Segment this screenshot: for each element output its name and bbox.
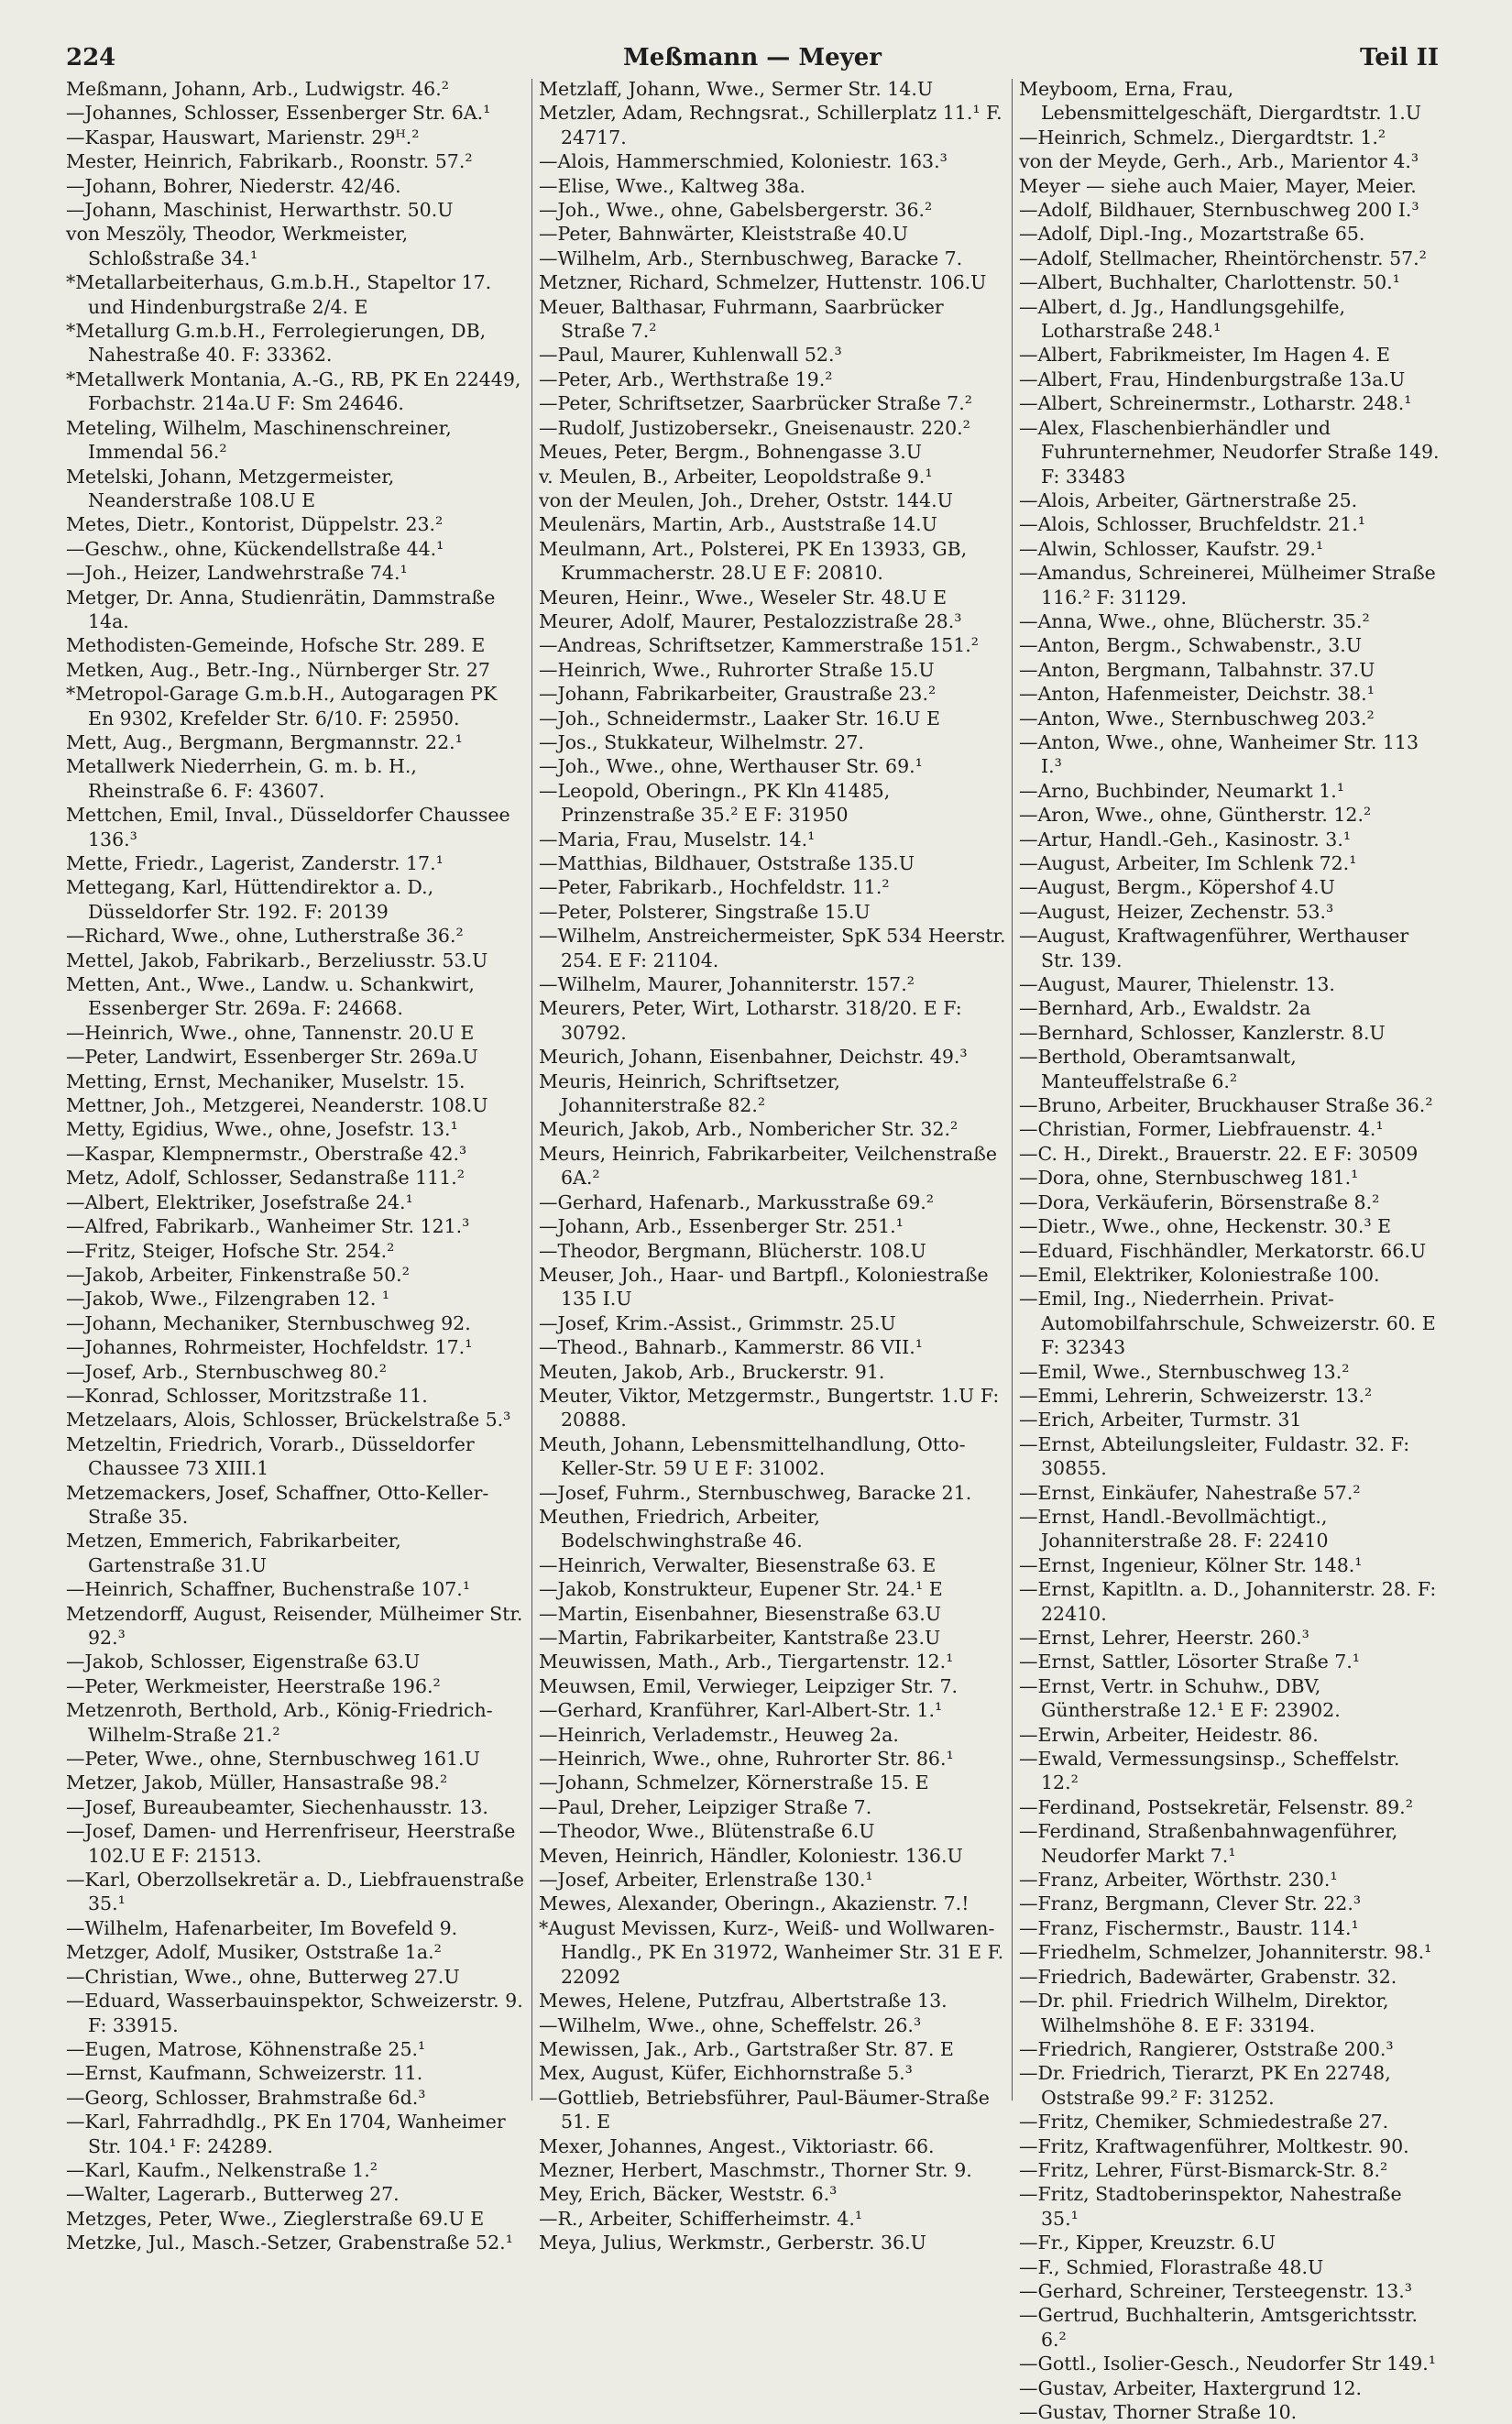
directory-entry: —Alfred, Fabrikarb., Wanheimer Str. 121.³ [66,1215,470,1238]
directory-entry: —Heinrich, Wwe., ohne, Ruhrorter Str. 86.¹ [539,1748,954,1771]
directory-entry: *Metallwerk Montania, A.-G., RB, PK En 22449, Forbachstr. 214a.U F: Sm 24646. [66,367,521,415]
directory-entry: —Franz, Bergmann, Clever Str. 22.³ [1019,1892,1362,1915]
directory-entry: —Konrad, Schlosser, Moritzstraße 11. [66,1384,428,1407]
directory-entry: —Ernst, Abteilungsleiter, Fuldastr. 32. F: 30855. [1019,1432,1410,1480]
directory-entry: Meuten, Jakob, Arb., Bruckerstr. 91. [539,1360,885,1383]
directory-entry: Metelski, Johann, Metzgermeister, Neanderstraße 108.U E [66,465,395,511]
directory-entry: —Anton, Wwe., ohne, Wanheimer Str. 113 I.³ [1019,730,1419,778]
directory-entry: —Wilhelm, Hafenarbeiter, Im Bovefeld 9. [66,1916,458,1939]
directory-entry: —Theodor, Bergmann, Blücherstr. 108.U [539,1239,926,1262]
directory-entry: Mexer, Johannes, Angest., Viktoriastr. 66. [539,2134,935,2157]
directory-entry: Meurich, Jakob, Arb., Nombericher Str. 32.² [539,1118,959,1141]
directory-entry: Mewissen, Jak., Arb., Gartstraßer Str. 87. E [539,2037,954,2060]
directory-entry: —Johann, Fabrikarbeiter, Graustraße 23.² [539,683,937,706]
directory-entry: —Ernst, Handl.-Bevollmächtigt., Johanniterstraße 28. F: 22410 [1019,1505,1329,1552]
directory-entry: —Georg, Schlosser, Brahmstraße 6d.³ [66,2086,426,2109]
directory-entry: Metting, Ernst, Mechaniker, Muselstr. 15. [66,1069,466,1092]
directory-entry: Meulenärs, Martin, Arb., Auststraße 14.U [539,513,937,536]
directory-entry: —Aron, Wwe., ohne, Güntherstr. 12.² [1019,804,1372,827]
directory-entry: —Christian, Wwe., ohne, Butterweg 27.U [66,1965,460,1988]
directory-entry: —Albert, Schreinermstr., Lotharstr. 248.¹ [1019,392,1412,415]
directory-entry: —Theod., Bahnarb., Kammerstr. 86 VII.¹ [539,1336,923,1359]
directory-entry: —Heinrich, Wwe., ohne, Tannenstr. 20.U E [66,1021,475,1044]
directory-entry: —Josef, Fuhrm., Sternbuschweg, Baracke 21. [539,1481,972,1504]
directory-entry: —Martin, Eisenbahner, Biesenstraße 63.U [539,1602,941,1625]
directory-entry: Metz, Adolf, Schlosser, Sedanstraße 111.² [66,1167,465,1190]
directory-entry: Metzer, Jakob, Müller, Hansastraße 98.² [66,1771,448,1794]
directory-entry: —Dora, ohne, Sternbuschweg 181.¹ [1019,1167,1359,1190]
directory-entry: Meßmann, Johann, Arb., Ludwigstr. 46.² [66,78,449,100]
directory-entry: —Matthias, Bildhauer, Oststraße 135.U [539,852,915,874]
directory-entry: —Bernhard, Schlosser, Kanzlerstr. 8.U [1019,1021,1386,1044]
directory-entry: Mex, August, Küfer, Eichhornstraße 5.³ [539,2062,913,2085]
directory-entry: —Erich, Arbeiter, Turmstr. 31 [1019,1409,1302,1431]
directory-entry: —Adolf, Dipl.-Ing., Mozartstraße 65. [1019,223,1365,246]
directory-entry: Metzke, Jul., Masch.-Setzer, Grabenstraße 52.¹ [66,2232,513,2254]
page-header [66,37,1439,77]
directory-entry: von Meszöly, Theodor, Werkmeister, Schloßstraße 34.¹ [66,223,409,269]
directory-entry: —Johannes, Schlosser, Essenberger Str. 6A.¹ [66,102,491,125]
directory-entry: —Kaspar, Klempnermstr., Oberstraße 42.³ [66,1142,467,1165]
directory-entry: —Alois, Hammerschmied, Koloniestr. 163.³ [539,150,948,173]
directory-entry: —Joh., Wwe., ohne, Werthauser Str. 69.¹ [539,755,923,778]
directory-entry: —Gertrud, Buchhalterin, Amtsgerichtsstr. 6.² [1019,2304,1418,2351]
directory-entry: —Albert, Frau, Hindenburgstraße 13a.U [1019,367,1406,390]
directory-entry: —Dietr., Wwe., ohne, Heckenstr. 30.³ E [1019,1215,1392,1238]
directory-entry: —Eduard, Fischhändler, Merkatorstr. 66.U [1019,1239,1427,1262]
directory-entry: Mester, Heinrich, Fabrikarb., Roonstr. 57.² [66,150,473,173]
directory-entry: Metzenroth, Berthold, Arb., König-Friedrich-Wilhelm-Straße 21.² [66,1699,493,1746]
directory-entry: —Ernst, Lehrer, Heerstr. 260.³ [1019,1627,1309,1649]
directory-entry: —Josef, Damen- und Herrenfriseur, Heerstraße 102.U E F: 21513. [66,1820,516,1867]
directory-entry: —Franz, Arbeiter, Wörthstr. 230.¹ [1019,1869,1338,1892]
directory-entry: —Jakob, Wwe., Filzengraben 12. ¹ [66,1288,390,1311]
page-number: 224 [66,44,116,71]
directory-entry: Mewes, Alexander, Oberingn., Akazienstr. 7.! [539,1892,970,1915]
directory-entry: Metzen, Emmerich, Fabrikarbeiter, Gartenstraße 31.U [66,1530,401,1576]
directory-entry: Meuser, Joh., Haar- und Bartpfl., Koloniestraße 135 I.U [539,1263,989,1311]
directory-entry: —Albert, Fabrikmeister, Im Hagen 4. E [1019,344,1390,367]
directory-entry: —Karl, Oberzollsekretär a. D., Liebfrauenstraße 35.¹ [66,1869,525,1915]
directory-entry: —Alois, Schlosser, Bruchfeldstr. 21.¹ [1019,513,1365,536]
directory-entry: Mettegang, Karl, Hüttendirektor a. D., Düsseldorfer Str. 192. F: 20139 [66,876,434,923]
directory-entry: —Peter, Wwe., ohne, Sternbuschweg 161.U [66,1748,480,1771]
directory-entry: —Wilhelm, Arb., Sternbuschweg, Baracke 7. [539,247,963,269]
directory-entry: —Elise, Wwe., Kaltweg 38a. [539,174,806,197]
directory-entry: —Josef, Bureaubeamter, Siechenhausstr. 13. [66,1795,488,1818]
directory-entry: —Friedrich, Badewärter, Grabenstr. 32. [1019,1965,1397,1988]
directory-entry: —Ernst, Einkäufer, Nahestraße 57.² [1019,1481,1361,1504]
directory-entry: —Walter, Lagerarb., Butterweg 27. [66,2183,400,2206]
directory-entry: —Richard, Wwe., ohne, Lutherstraße 36.² [66,925,464,948]
directory-entry: —Martin, Fabrikarbeiter, Kantstraße 23.U [539,1627,941,1649]
directory-entry: *August Mevissen, Kurz-, Weiß- und Wollwaren-Handlg., PK En 31972, Wanheimer Str. 31 E F. 22092 [539,1916,1004,1988]
directory-entry: —Emil, Elektriker, Koloniestraße 100. [1019,1263,1380,1286]
directory-entry: —Berthold, Oberamtsanwalt, Manteuffelstraße 6.² [1019,1046,1297,1092]
directory-entry: —Gustav, Arbeiter, Haxtergrund 12. [1019,2376,1363,2399]
directory-entry: Metzlaff, Johann, Wwe., Sermer Str. 14.U [539,78,934,100]
directory-entry: —Emil, Ing., Niederrhein. Privat-Automobilfahrschule, Schweizerstr. 60. E F: 32343 [1019,1288,1436,1359]
directory-entry: —Heinrich, Verlademstr., Heuweg 2a. [539,1723,899,1746]
directory-entry: —Alwin, Schlosser, Kaufstr. 29.¹ [1019,537,1324,560]
directory-entry: —August, Arbeiter, Im Schlenk 72.¹ [1019,852,1357,874]
column-right [1019,77,1442,2423]
directory-entry: —Paul, Dreher, Leipziger Straße 7. [539,1795,872,1818]
column-middle [539,77,1006,2254]
directory-entry: —Geschw., ohne, Kückendellstraße 44.¹ [66,537,444,560]
column-divider [531,79,532,2100]
directory-entry: —Anton, Bergmann, Talbahnstr. 37.U [1019,658,1375,681]
directory-entry: Meven, Heinrich, Händler, Koloniestr. 136.U [539,1844,963,1867]
directory-entry: Meurs, Heinrich, Fabrikarbeiter, Veilchenstraße 6A.² [539,1142,998,1190]
directory-entry: —Fr., Kipper, Kreuzstr. 6.U [1019,2232,1276,2254]
directory-entry: Meues, Peter, Bergm., Bohnengasse 3.U [539,441,923,464]
directory-entry: —Gustav, Thorner Straße 10. [1019,2401,1298,2423]
directory-entry: Mettchen, Emil, Inval., Düsseldorfer Chaussee 136.³ [66,804,510,850]
directory-entry: *Metallurg G.m.b.H., Ferrolegierungen, DB, Nahestraße 40. F: 33362. [66,320,487,367]
directory-entry: Metzler, Adam, Rechngsrat., Schillerplatz 11.¹ F. 24717. [539,102,1003,148]
directory-entry: —Bernhard, Arb., Ewaldstr. 2a [1019,997,1311,1020]
directory-entry: —Johann, Schmelzer, Körnerstraße 15. E [539,1771,929,1794]
directory-entry: —Friedrich, Rangierer, Oststraße 200.³ [1019,2037,1394,2060]
directory-entry: von der Meyde, Gerh., Arb., Marientor 4.³ [1019,150,1419,173]
directory-entry: —Heinrich, Verwalter, Biesenstraße 63. E [539,1553,937,1576]
directory-entry: Meya, Julius, Werkmstr., Gerberstr. 36.U [539,2232,926,2254]
directory-entry: —Eugen, Matrose, Köhnenstraße 25.¹ [66,2037,426,2060]
directory-entry: —Joh., Wwe., ohne, Gabelsbergerstr. 36.² [539,199,933,222]
directory-entry: —Gottlieb, Betriebsführer, Paul-Bäumer-Straße 51. E [539,2086,990,2133]
directory-entry: Metten, Ant., Wwe., Landw. u. Schankwirt, Essenberger Str. 269a. F: 24668. [66,973,475,1020]
directory-entry: —Bruno, Arbeiter, Bruckhauser Straße 36.² [1019,1094,1433,1117]
directory-entry: —Joh., Schneidermstr., Laaker Str. 16.U E [539,707,940,729]
directory-entry: —Eduard, Wasserbauinspektor, Schweizerstr. 9. F: 33915. [66,1990,523,2036]
directory-entry: Meuter, Viktor, Metzgermstr., Bungertstr. 1.U F: 20888. [539,1384,1000,1431]
directory-entry: —Amandus, Schreinerei, Mülheimer Straße 116.² F: 31129. [1019,562,1436,609]
directory-entry: —Albert, Elektriker, Josefstraße 24.¹ [66,1190,413,1213]
directory-entry: —Rudolf, Justizobersekr., Gneisenaustr. 220.² [539,416,970,439]
directory-entry: —Dr. Friedrich, Tierarzt, PK En 22748, Oststraße 99.² F: 31252. [1019,2062,1391,2109]
directory-entry: —Erwin, Arbeiter, Heidestr. 86. [1019,1723,1319,1746]
directory-entry: —Franz, Fischermstr., Baustr. 114.¹ [1019,1916,1359,1939]
directory-entry: —Adolf, Bildhauer, Sternbuschweg 200 I.³ [1019,199,1419,222]
directory-entry: —Emil, Wwe., Sternbuschweg 13.² [1019,1360,1350,1383]
directory-entry: —Anton, Bergm., Schwabenstr., 3.U [1019,634,1363,657]
directory-entry: Meyer — siehe auch Maier, Mayer, Meier. [1019,174,1417,197]
directory-entry: —Fritz, Steiger, Hofsche Str. 254.² [66,1239,395,1262]
directory-entry: Metzeltin, Friedrich, Vorarb., Düsseldorfer Chaussee 73 XIII.1 [66,1432,475,1480]
directory-entry: —Ferdinand, Straßenbahnwagenführer, Neudorfer Markt 7.¹ [1019,1820,1398,1867]
directory-entry: —Peter, Arb., Werthstraße 19.² [539,367,833,390]
directory-entry: —Jakob, Konstrukteur, Eupener Str. 24.¹ E [539,1578,943,1601]
directory-entry: Meuren, Heinr., Wwe., Weseler Str. 48.U E [539,586,948,609]
directory-entry: Metzelaars, Alois, Schlosser, Brückelstraße 5.³ [66,1409,511,1431]
directory-entry: —Albert, Buchhalter, Charlottenstr. 50.¹ [1019,271,1400,294]
directory-entry: —Josef, Arbeiter, Erlenstraße 130.¹ [539,1869,873,1892]
directory-entry: —Wilhelm, Anstreichermeister, SpK 534 Heerstr. 254. E F: 21104. [539,925,1006,971]
directory-entry: —Jos., Stukkateur, Wilhelmstr. 27. [539,730,864,753]
directory-entry: Meuth, Johann, Lebensmittelhandlung, Otto-Keller-Str. 59 U E F: 31002. [539,1432,966,1480]
directory-entry: —Christian, Former, Liebfrauenstr. 4.¹ [1019,1118,1384,1141]
directory-entry: —Anna, Wwe., ohne, Blücherstr. 35.² [1019,609,1370,632]
directory-entry: —R., Arbeiter, Schifferheimstr. 4.¹ [539,2207,863,2230]
column-left [66,77,525,2254]
directory-entry: —Jakob, Schlosser, Eigenstraße 63.U [66,1651,421,1673]
directory-entry: —Josef, Krim.-Assist., Grimmstr. 25.U [539,1311,896,1334]
directory-entry: —Fritz, Stadtoberinspektor, Nahestraße 35.¹ [1019,2183,1402,2230]
directory-entry: Meuer, Balthasar, Fuhrmann, Saarbrücker Straße 7.² [539,295,944,343]
directory-entry: —Ewald, Vermessungsinsp., Scheffelstr. 12.² [1019,1748,1400,1794]
directory-entry: v. Meulen, B., Arbeiter, Leopoldstraße 9.¹ [539,465,933,488]
directory-entry: —Gerhard, Hafenarb., Markusstraße 69.² [539,1190,935,1213]
directory-entry: —Johann, Arb., Essenberger Str. 251.¹ [539,1215,904,1238]
directory-entry: —Peter, Landwirt, Essenberger Str. 269a.U [66,1046,478,1069]
directory-entry: Mey, Erich, Bäcker, Weststr. 6.³ [539,2183,838,2206]
directory-entry: —Karl, Kaufm., Nelkenstraße 1.² [66,2158,378,2181]
directory-entry: Meulmann, Art., Polsterei, PK En 13933, GB, Krummacherstr. 28.U E F: 20810. [539,537,968,585]
directory-entry: —August, Bergm., Köpershof 4.U [1019,876,1335,899]
directory-entry: —Dora, Verkäuferin, Börsenstraße 8.² [1019,1190,1380,1213]
directory-entry: —Ferdinand, Postsekretär, Felsenstr. 89.² [1019,1795,1413,1818]
directory-entry: Meuthen, Friedrich, Arbeiter, Bodelschwinghstraße 46. [539,1505,820,1552]
directory-entry: —Alois, Arbeiter, Gärtnerstraße 25. [1019,488,1358,511]
directory-entry: —Arno, Buchbinder, Neumarkt 1.¹ [1019,779,1345,802]
directory-entry: —Friedhelm, Schmelzer, Johanniterstr. 98.¹ [1019,1941,1432,1964]
directory-entry: Meurich, Johann, Eisenbahner, Deichstr. 49.³ [539,1046,968,1069]
directory-entry: —Peter, Bahnwärter, Kleiststraße 40.U [539,223,908,246]
directory-entry: Meurers, Peter, Wirt, Lotharstr. 318/20. E F: 30792. [539,997,962,1044]
directory-entry: —Leopold, Oberingn., PK Kln 41485, Prinzenstraße 35.² E F: 31950 [539,779,891,827]
directory-entry: —Johann, Maschinist, Herwarthstr. 50.U [66,199,454,222]
directory-entry: Metzendorff, August, Reisender, Mülheimer Str. 92.³ [66,1602,523,1649]
directory-entry: —Heinrich, Schaffner, Buchenstraße 107.¹ [66,1578,471,1601]
directory-entry: —Wilhelm, Wwe., ohne, Scheffelstr. 26.³ [539,2013,922,2036]
directory-entry: —Joh., Heizer, Landwehrstraße 74.¹ [66,562,408,585]
column-divider [1012,79,1013,2100]
directory-entry: —Fritz, Chemiker, Schmiedestraße 27. [1019,2111,1389,2133]
directory-entry: —Emmi, Lehrerin, Schweizerstr. 13.² [1019,1384,1373,1407]
directory-entry: —Ernst, Sattler, Lösorter Straße 7.¹ [1019,1651,1360,1673]
directory-entry: —Gerhard, Kranführer, Karl-Albert-Str. 1.¹ [539,1699,943,1722]
directory-entry: —Adolf, Stellmacher, Rheintörchenstr. 57.² [1019,247,1427,269]
directory-entry: Metger, Dr. Anna, Studienrätin, Dammstraße 14a. [66,586,496,632]
directory-entry: —Gerhard, Schreiner, Tersteegenstr. 13.³ [1019,2279,1412,2302]
directory-entry: Mette, Friedr., Lagerist, Zanderstr. 17.¹ [66,852,444,874]
directory-entry: Meyboom, Erna, Frau, Lebensmittelgeschäft, Diergardtstr. 1.U [1019,78,1422,125]
directory-entry: Mettel, Jakob, Fabrikarb., Berzeliusstr. 53.U [66,949,488,971]
directory-entry: Meuris, Heinrich, Schriftsetzer, Johanniterstraße 82.² [539,1069,840,1117]
directory-entry: —Ernst, Kapitltn. a. D., Johanniterstr. 28. F: 22410. [1019,1578,1437,1625]
part-label: Teil II [1359,44,1439,71]
directory-entry: —Peter, Polsterer, Singstraße 15.U [539,900,871,923]
page-title: Meßmann — Meyer [622,44,882,71]
directory-entry: Meuwissen, Math., Arb., Tiergartenstr. 12.¹ [539,1651,954,1673]
directory-entry: —Heinrich, Schmelz., Diergardtstr. 1.² [1019,126,1386,148]
directory-entry: —Peter, Schriftsetzer, Saarbrücker Straße 7.² [539,392,972,415]
directory-entry: —Andreas, Schriftsetzer, Kammerstraße 151.² [539,634,979,657]
directory-entry: Mewes, Helene, Putzfrau, Albertstraße 13. [539,1990,948,2013]
directory-entry: Metken, Aug., Betr.-Ing., Nürnberger Str. 27 [66,658,490,681]
directory-entry: Meuwsen, Emil, Verwieger, Leipziger Str. 7. [539,1674,959,1697]
directory-entry: —Dr. phil. Friedrich Wilhelm, Direktor, Wilhelmshöhe 8. E F: 33194. [1019,1990,1389,2036]
directory-entry: —Alex, Flaschenbierhändler und Fuhrunternehmer, Neudorfer Straße 149. F: 33483 [1019,416,1440,488]
directory-entry: —Fritz, Kraftwagenführer, Moltkestr. 90. [1019,2134,1409,2157]
directory-entry: —Peter, Werkmeister, Heerstraße 196.² [66,1674,441,1697]
directory-entry: —August, Heizer, Zechenstr. 53.³ [1019,900,1334,923]
directory-entry: —Fritz, Lehrer, Fürst-Bismarck-Str. 8.² [1019,2158,1388,2181]
directory-entry: —Heinrich, Wwe., Ruhrorter Straße 15.U [539,658,935,681]
directory-entry: —Johannes, Rohrmeister, Hochfeldstr. 17.¹ [66,1336,473,1359]
directory-entry: —Maria, Frau, Muselstr. 14.¹ [539,828,816,850]
directory-entry: —Karl, Fahrradhdlg., PK En 1704, Wanheimer Str. 104.¹ F: 24289. [66,2111,506,2157]
directory-entry: Meurer, Adolf, Maurer, Pestalozzistraße 28.³ [539,609,962,632]
directory-entry: —Johann, Mechaniker, Sternbuschweg 92. [66,1311,471,1334]
directory-entry: —Paul, Maurer, Kuhlenwall 52.³ [539,344,842,367]
directory-entry: —Gottl., Isolier-Gesch., Neudorfer Str 149.¹ [1019,2353,1437,2375]
directory-entry: Mettner, Joh., Metzgerei, Neanderstr. 108.U [66,1094,488,1117]
directory-entry: *Metropol-Garage G.m.b.H., Autogaragen PK En 9302, Krefelder Str. 6/10. F: 25950. [66,683,498,729]
directory-entry: —Albert, d. Jg., Handlungsgehilfe, Lotharstraße 248.¹ [1019,295,1346,343]
directory-entry: —Ernst, Vertr. in Schuhw., DBV, Güntherstraße 12.¹ E F: 23902. [1019,1674,1341,1722]
directory-entry: Meteling, Wilhelm, Maschinenschreiner, Immendal 56.² [66,416,452,464]
directory-entry: —F., Schmied, Florastraße 48.U [1019,2255,1324,2278]
directory-entry: Mezner, Herbert, Maschmstr., Thorner Str. 9. [539,2158,972,2181]
directory-entry: —Jakob, Arbeiter, Finkenstraße 50.² [66,1263,410,1286]
directory-entry: Metzger, Adolf, Musiker, Oststraße 1a.² [66,1941,442,1964]
directory-entry: —Anton, Hafenmeister, Deichstr. 38.¹ [1019,683,1375,706]
directory-entry: Metzges, Peter, Wwe., Zieglerstraße 69.U E [66,2207,485,2230]
directory-entry: —Wilhelm, Maurer, Johanniterstr. 157.² [539,973,915,996]
directory-entry: Metzner, Richard, Schmelzer, Huttenstr. 106.U [539,271,987,294]
directory-entry: —Johann, Bohrer, Niederstr. 42/46. [66,174,401,197]
directory-entry: —Theodor, Wwe., Blütenstraße 6.U [539,1820,875,1843]
directory-entry: —Ernst, Kaufmann, Schweizerstr. 11. [66,2062,423,2085]
directory-entry: —Ernst, Ingenieur, Kölner Str. 148.¹ [1019,1553,1363,1576]
directory-entry: Metallwerk Niederrhein, G. m. b. H., Rheinstraße 6. F: 43607. [66,755,417,802]
directory-entry: Metes, Dietr., Kontorist, Düppelstr. 23.² [66,513,444,536]
directory-entry: Metzemackers, Josef, Schaffner, Otto-Keller-Straße 35. [66,1481,489,1528]
directory-entry: —Josef, Arb., Sternbuschweg 80.² [66,1360,387,1383]
directory-entry: —August, Kraftwagenführer, Werthauser Str. 139. [1019,925,1409,971]
directory-entry: Methodisten-Gemeinde, Hofsche Str. 289. E [66,634,486,657]
directory-entry: —August, Maurer, Thielenstr. 13. [1019,973,1335,996]
directory-entry: —C. H., Direkt., Brauerstr. 22. E F: 30509 [1019,1142,1419,1165]
directory-entry: *Metallarbeiterhaus, G.m.b.H., Stapeltor 17. und Hindenburgstraße 2/4. E [66,271,492,318]
directory-entry: —Anton, Wwe., Sternbuschweg 203.² [1019,707,1375,729]
directory-entry: Mett, Aug., Bergmann, Bergmannstr. 22.¹ [66,730,463,753]
directory-entry: —Artur, Handl.-Geh., Kasinostr. 3.¹ [1019,828,1352,850]
directory-entry: —Kaspar, Hauswart, Marienstr. 29ᴴ.² [66,126,420,148]
directory-entry: Metty, Egidius, Wwe., ohne, Josefstr. 13.¹ [66,1118,458,1141]
directory-entry: von der Meulen, Joh., Dreher, Oststr. 144.U [539,488,953,511]
directory-entry: —Peter, Fabrikarb., Hochfeldstr. 11.² [539,876,890,899]
